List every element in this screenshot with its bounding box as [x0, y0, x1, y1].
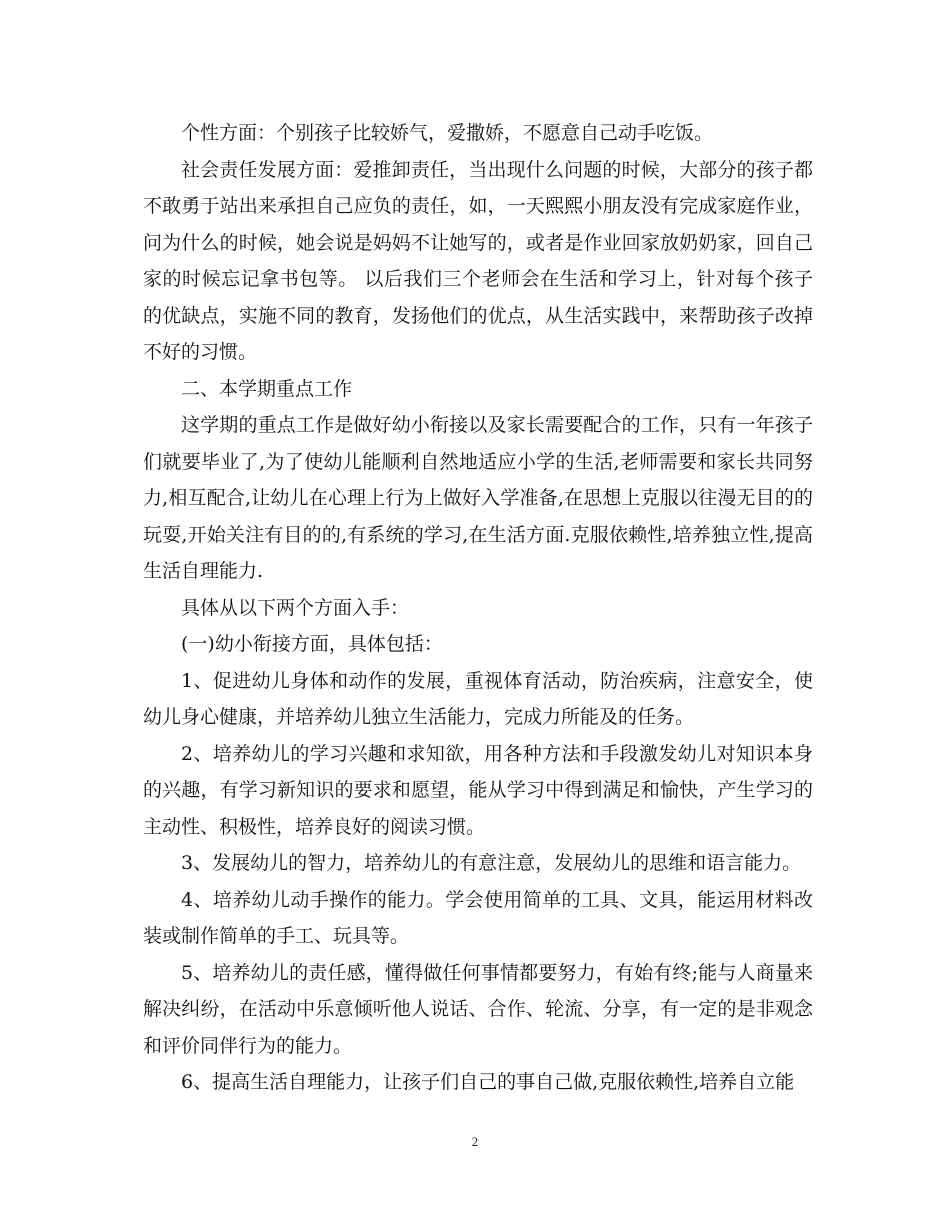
paragraph-personality: 个性方面：个别孩子比较娇气，爱撒娇，不愿意自己动手吃饭。	[181, 122, 714, 144]
paragraph-key-work: 这学期的重点工作是做好幼小衔接以及家长需要配合的工作，只有一年孩子们就要毕业了,为了使幼儿能顺利自然地适应小学的生活,老师需要和家长共同努力,相互配合,让幼儿在心理上行为上做好入学准备,在思想上克服以往漫无目的的玩耍,开始关注有目的的,有系统的学习,在生活方面.克服依赖性,培养独立性,提高生活自理能力.	[143, 414, 813, 582]
list-item-3: 3、发展幼儿的智力，培养幼儿的有意注意，发展幼儿的思维和语言能力。	[181, 852, 802, 874]
list-item-6: 6、提高生活自理能力，让孩子们自己的事自己做,克服依赖性,培养自立能	[181, 1071, 795, 1093]
paragraph-social-responsibility: 社会责任发展方面：爱推卸责任，当出现什么问题的时候，大部分的孩子都不敢勇于站出来承担自己应负的责任，如，一天熙熙小朋友没有完成家庭作业，问为什么的时候，她会说是妈妈不让她写的，或者是作业回家放奶奶家，回自己家的时候忘记拿书包等。 以后我们三个老师会在生活和学习上，针对每个孩子的优缺点，实施不同的教育，发扬他们的优点，从生活实践中，来帮助孩子改掉不好的习惯。	[143, 158, 813, 363]
list-item-1: 1、促进幼儿身体和动作的发展，重视体育活动，防治疾病，注意安全，使幼儿身心健康，并培养幼儿独立生活能力，完成力所能及的任务。	[143, 669, 813, 728]
subheading-transition: (一)幼小衔接方面，具体包括：	[181, 633, 443, 655]
page-number: 2	[471, 1134, 479, 1149]
document-body	[143, 115, 813, 1101]
paragraph-two-aspects: 具体从以下两个方面入手：	[181, 596, 410, 619]
list-item-2: 2、培养幼儿的学习兴趣和求知欲，用各种方法和手段激发幼儿对知识本身的兴趣，有学习新知识的要求和愿望，能从学习中得到满足和愉快，产生学习的主动性、积极性，培养良好的阅读习惯。	[143, 742, 813, 838]
section-heading-key-work: 二、本学期重点工作	[181, 377, 353, 400]
list-item-5: 5、培养幼儿的责任感，懂得做任何事情都要努力，有始有终;能与人商量来解决纠纷，在活动中乐意倾听他人说话、合作、轮流、分享，有一定的是非观念和评价同伴行为的能力。	[143, 961, 813, 1057]
list-item-4: 4、培养幼儿动手操作的能力。学会使用简单的工具、文具，能运用材料改装或制作简单的手工、玩具等。	[143, 888, 813, 947]
